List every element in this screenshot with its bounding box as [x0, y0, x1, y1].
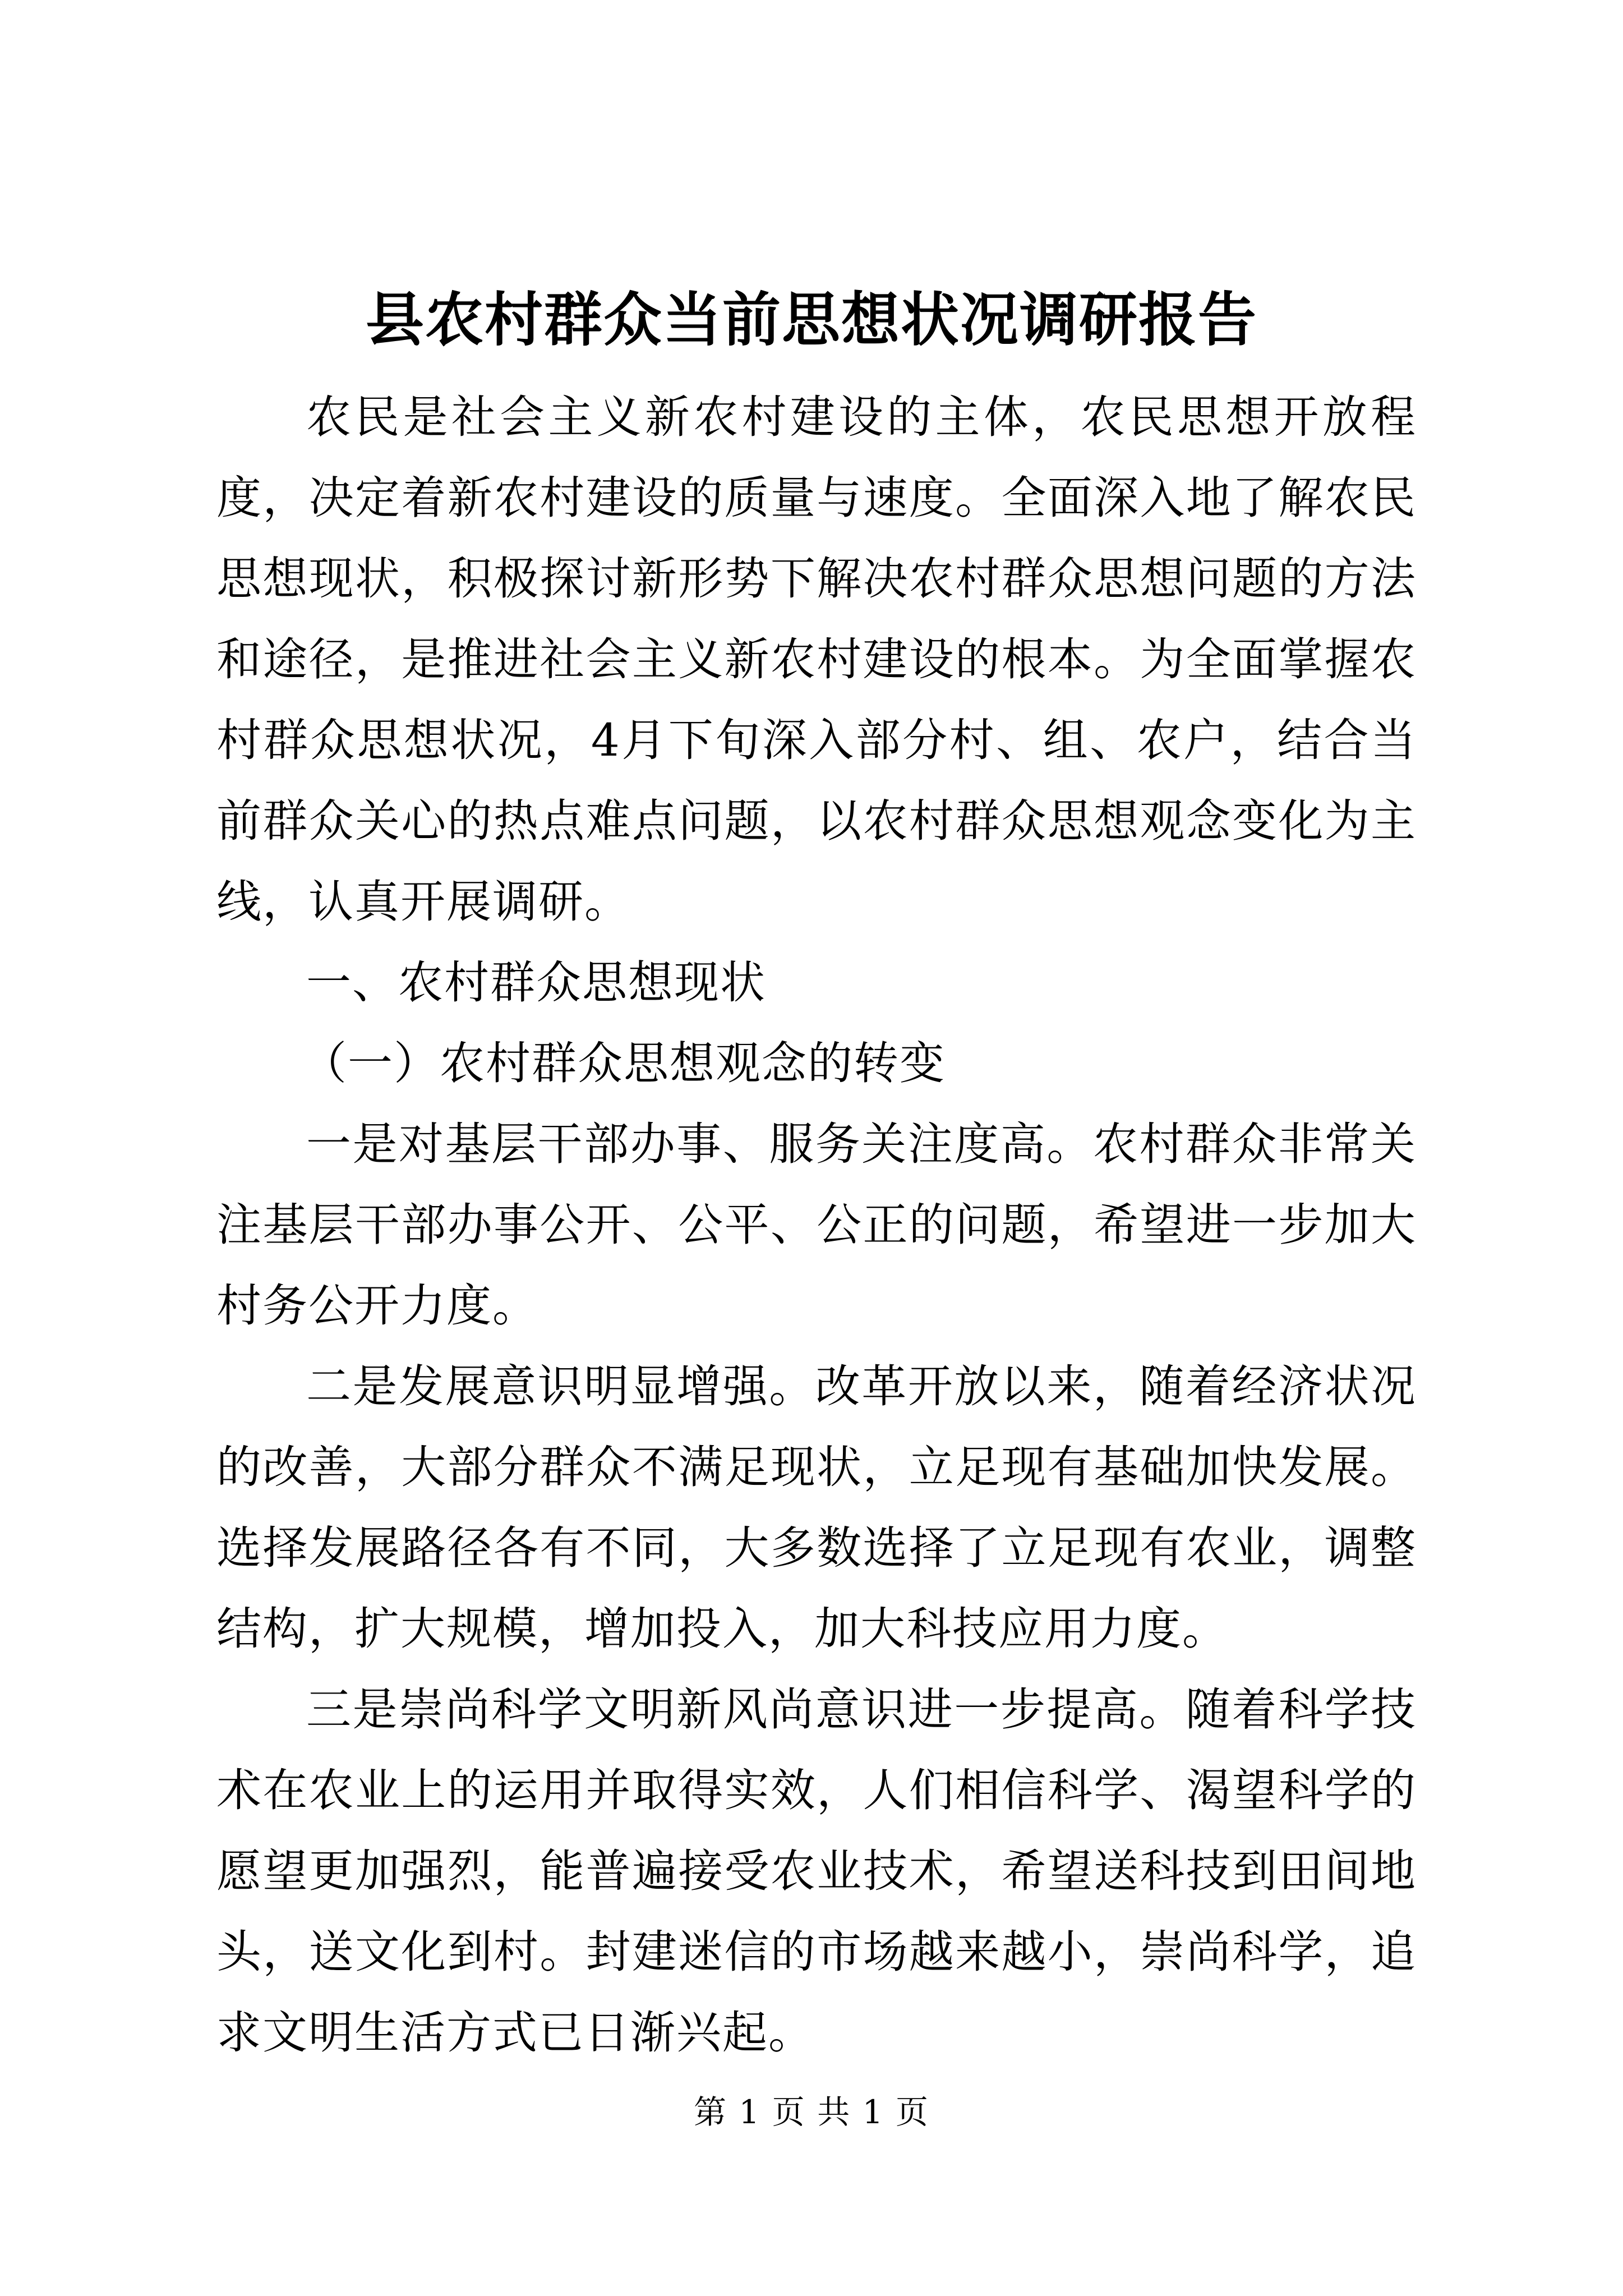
page-number-footer: 第 1 页 共 1 页 — [694, 2093, 929, 2131]
document-body — [216, 377, 1417, 2073]
intro-paragraph: 农民是社会主义新农村建设的主体，农民思想开放程度，决定着新农村建设的质量与速度。全面深入地了解农民思想现状，积极探讨新形势下解决农村群众思想问题的方法和途径，是推进社会主义新农村建设的根本。为全面掌握农村群众思想状况，4月下旬深入部分村、组、农户，结合当前群众关心的热点难点问题，以农村群众思想观念变化为主线，认真开展调研。 — [216, 391, 1417, 928]
point-two-paragraph: 二是发展意识明显增强。改革开放以来，随着经济状况的改善，大部分群众不满足现状，立足现有基础加快发展。选择发展路径各有不同，大多数选择了立足现有农业，调整结构，扩大规模，增加投入，加大科技应用力度。 — [216, 1360, 1417, 1655]
section-heading: 一、农村群众思想现状 — [306, 956, 766, 1009]
document-title: 县农村群众当前思想状况调研报告 — [365, 285, 1257, 354]
subsection-heading: （一）农村群众思想观念的转变 — [302, 1037, 946, 1089]
point-one-paragraph: 一是对基层干部办事、服务关注度高。农村群众非常关注基层干部办事公开、公平、公正的问题，希望进一步加大村务公开力度。 — [216, 1118, 1417, 1332]
point-three-paragraph: 三是崇尚科学文明新风尚意识进一步提高。随着科学技术在农业上的运用并取得实效，人们相信科学、渴望科学的愿望更加强烈，能普遍接受农业技术，希望送科技到田间地头，送文化到村。封建迷信的市场越来越小，崇尚科学，追求文明生活方式已日渐兴起。 — [216, 1683, 1417, 2059]
